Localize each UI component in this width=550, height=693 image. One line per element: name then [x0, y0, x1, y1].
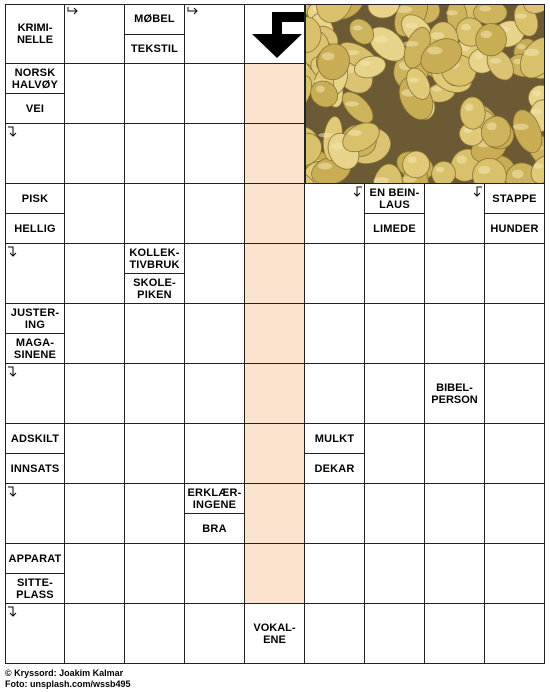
- potato-highlight: [348, 130, 362, 136]
- potato-highlight: [515, 13, 527, 19]
- clue-text-pisk: PISK: [21, 192, 49, 205]
- clue-text-bibelperson: BIBEL- PERSON: [431, 381, 478, 406]
- answer-cell[interactable]: [125, 604, 185, 664]
- clue-justering-magasinene: [5, 304, 65, 364]
- answer-cell[interactable]: [365, 364, 425, 424]
- author-credit: © Kryssord: Joakim Kalmar: [5, 668, 124, 678]
- clue-text-hunder: HUNDER: [485, 213, 544, 243]
- answer-cell[interactable]: [65, 304, 125, 364]
- solution-cell[interactable]: [245, 244, 305, 304]
- answer-cell[interactable]: [485, 364, 545, 424]
- potato-highlight: [436, 167, 445, 173]
- photo-credit: Foto: unsplash.com/wssb495: [5, 679, 131, 689]
- clue-norsk-halvoy-vei: [5, 64, 65, 124]
- answer-cell[interactable]: [425, 544, 485, 604]
- right-down-arrow-icon: [7, 126, 19, 138]
- answer-cell[interactable]: [125, 424, 185, 484]
- solution-cell[interactable]: [245, 484, 305, 544]
- potatoes-image: [306, 5, 545, 184]
- clue-text-vokalene: VOKAL- ENE: [253, 621, 296, 646]
- answer-cell[interactable]: [65, 604, 125, 664]
- answer-cell[interactable]: [65, 124, 125, 184]
- clue-text-norsk-halvoy: NORSK HALVØY: [11, 66, 59, 91]
- answer-cell[interactable]: [65, 424, 125, 484]
- answer-cell[interactable]: [125, 124, 185, 184]
- potato-highlight: [353, 25, 363, 30]
- potato-highlight: [408, 78, 420, 83]
- answer-cell[interactable]: [365, 304, 425, 364]
- clue-text-justering: JUSTER- ING: [10, 306, 60, 331]
- clue-mulkt-dekar: [305, 424, 365, 484]
- answer-cell[interactable]: [185, 64, 245, 124]
- answer-cell[interactable]: [125, 64, 185, 124]
- clue-text-kollektivbruk: KOLLEK- TIVBRUK: [129, 246, 180, 271]
- potato-highlight: [360, 61, 371, 66]
- clue-erklaeringene-bra: [185, 484, 245, 544]
- answer-cell[interactable]: [365, 604, 425, 664]
- clue-text-sitteplass: SITTE- PLASS: [6, 573, 64, 603]
- answer-cell[interactable]: [185, 424, 245, 484]
- solution-cell[interactable]: [245, 544, 305, 604]
- clue-en-beinlaus-limede: [365, 184, 425, 244]
- answer-cell[interactable]: [485, 484, 545, 544]
- potato-highlight: [487, 122, 497, 130]
- clue-text-bra: BRA: [185, 513, 244, 543]
- clue-text-limede: LIMEDE: [365, 213, 424, 243]
- answer-cell[interactable]: [65, 64, 125, 124]
- potato-highlight: [446, 10, 458, 15]
- potato-highlight: [531, 109, 542, 115]
- answer-cell[interactable]: [305, 604, 365, 664]
- clue-text-innsats: INNSATS: [6, 453, 64, 483]
- potato-highlight: [517, 44, 526, 49]
- clue-text-stappe: STAPPE: [492, 192, 537, 205]
- answer-cell[interactable]: [125, 484, 185, 544]
- potato-highlight: [513, 124, 529, 130]
- answer-cell[interactable]: [425, 244, 485, 304]
- answer-cell[interactable]: [185, 364, 245, 424]
- potato-highlight: [407, 156, 416, 163]
- potato-highlight: [524, 49, 540, 56]
- potato-highlight: [427, 47, 442, 55]
- down-right-arrow-icon: [187, 6, 199, 18]
- answer-cell[interactable]: [305, 364, 365, 424]
- answer-cell[interactable]: [65, 184, 125, 244]
- answer-cell[interactable]: [485, 304, 545, 364]
- answer-cell[interactable]: [125, 364, 185, 424]
- clue-apparat-sitteplass: [5, 544, 65, 604]
- potato-highlight: [479, 6, 491, 12]
- potato-highlight: [403, 41, 418, 47]
- clue-stappe-hunder: [485, 184, 545, 244]
- answer-cell[interactable]: [185, 124, 245, 184]
- answer-cell[interactable]: [305, 484, 365, 544]
- answer-cell[interactable]: [365, 424, 425, 484]
- answer-cell[interactable]: [65, 244, 125, 304]
- clue-vokalene: [245, 604, 305, 664]
- potato-highlight: [456, 155, 466, 163]
- solution-cell[interactable]: [245, 124, 305, 184]
- clue-text-vei: VEI: [6, 93, 64, 123]
- right-down-arrow-icon: [7, 486, 19, 498]
- right-down-arrow-icon: [7, 246, 19, 258]
- answer-cell[interactable]: [185, 184, 245, 244]
- down-right-arrow-icon: [67, 6, 79, 18]
- clue-text-magasinene: MAGA- SINENE: [6, 333, 64, 363]
- answer-cell[interactable]: [485, 544, 545, 604]
- solution-start-arrow-icon: [250, 10, 304, 60]
- clue-text-skolepiken: SKOLE- PIKEN: [125, 273, 184, 303]
- potato-highlight: [465, 103, 474, 111]
- right-down-arrow-icon: [7, 366, 19, 378]
- answer-cell[interactable]: [185, 544, 245, 604]
- potato-highlight: [374, 177, 389, 184]
- answer-cell[interactable]: [65, 484, 125, 544]
- clue-kriminelle: [5, 4, 65, 64]
- potato-highlight: [489, 58, 501, 64]
- clue-text-dekar: DEKAR: [305, 453, 364, 483]
- potato-highlight: [316, 86, 325, 93]
- answer-cell[interactable]: [65, 544, 125, 604]
- clue-adskilt-innsats: [5, 424, 65, 484]
- clue-kollektivbruk-skolepiken: [125, 244, 185, 304]
- potato-highlight: [405, 23, 417, 29]
- solution-cell[interactable]: [245, 304, 305, 364]
- clue-text-tekstil: TEKSTIL: [125, 34, 184, 64]
- solution-cell[interactable]: [245, 184, 305, 244]
- potato-highlight: [374, 36, 389, 43]
- potato-highlight: [474, 53, 483, 60]
- potato-highlight: [478, 166, 490, 174]
- answer-cell[interactable]: [425, 304, 485, 364]
- answer-cell[interactable]: [365, 544, 425, 604]
- left-down-arrow-icon: [351, 186, 363, 198]
- answer-cell[interactable]: [65, 364, 125, 424]
- clue-pisk-hellig: [5, 184, 65, 244]
- potatoes-photo: [305, 4, 545, 184]
- solution-cell[interactable]: [245, 64, 305, 124]
- answer-cell[interactable]: [425, 424, 485, 484]
- answer-cell[interactable]: [125, 304, 185, 364]
- potato-highlight: [345, 101, 359, 106]
- clue-text-apparat: APPARAT: [8, 552, 62, 565]
- left-down-arrow-icon: [471, 186, 483, 198]
- clue-text-mulkt: MULKT: [314, 432, 355, 445]
- answer-cell[interactable]: [125, 184, 185, 244]
- clue-text-en-beinlaus: EN BEIN- LAUS: [369, 186, 420, 211]
- potato-highlight: [533, 90, 542, 96]
- clue-mobel-tekstil: [125, 4, 185, 64]
- clue-text-adskilt: ADSKILT: [10, 432, 60, 445]
- answer-cell[interactable]: [185, 604, 245, 664]
- potato-highlight: [481, 30, 492, 38]
- answer-cell[interactable]: [425, 604, 485, 664]
- potato-shape: [460, 97, 486, 130]
- potato-highlight: [533, 163, 543, 168]
- answer-cell[interactable]: [365, 484, 425, 544]
- answer-cell[interactable]: [485, 424, 545, 484]
- potato-highlight: [431, 32, 444, 39]
- potato-highlight: [461, 24, 471, 31]
- answer-cell[interactable]: [485, 604, 545, 664]
- answer-cell[interactable]: [485, 244, 545, 304]
- answer-cell[interactable]: [365, 244, 425, 304]
- clue-bibelperson: [425, 364, 485, 424]
- clue-text-erklaeringene: ERKLÆR- INGENE: [187, 486, 242, 511]
- answer-cell[interactable]: [425, 484, 485, 544]
- potato-highlight: [318, 163, 332, 170]
- right-down-arrow-icon: [7, 606, 19, 618]
- answer-cell[interactable]: [305, 544, 365, 604]
- answer-cell[interactable]: [305, 304, 365, 364]
- answer-cell[interactable]: [305, 244, 365, 304]
- solution-cell[interactable]: [245, 424, 305, 484]
- clue-text-kriminelle: KRIMI- NELLE: [16, 22, 54, 46]
- solution-cell[interactable]: [245, 364, 305, 424]
- clue-text-mobel: MØBEL: [134, 13, 175, 26]
- potato-highlight: [512, 170, 524, 179]
- answer-cell[interactable]: [185, 304, 245, 364]
- answer-cell[interactable]: [185, 244, 245, 304]
- potato-highlight: [322, 52, 335, 60]
- potato-highlight: [432, 87, 442, 92]
- clue-text-hellig: HELLIG: [6, 213, 64, 243]
- answer-cell[interactable]: [125, 544, 185, 604]
